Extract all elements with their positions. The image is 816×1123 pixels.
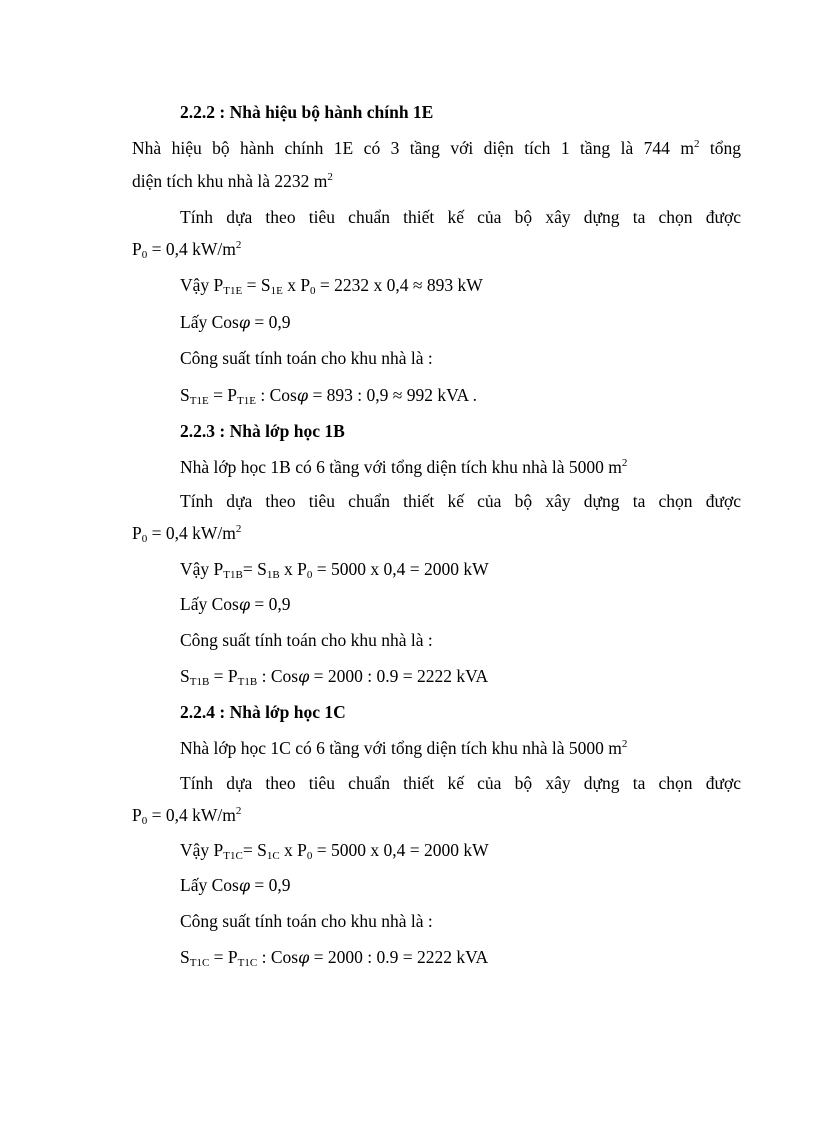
paragraph-1b: Nhà lớp học 1B có 6 tầng với tổng diện tích khu nhà là 5000 $m^2$ bbox=[180, 457, 628, 477]
cos-phi-1e: Lấy Cosφ = 0,9 bbox=[180, 312, 291, 332]
phi-symbol: φ bbox=[296, 386, 309, 405]
cos-phi-1c: Lấy Cosφ = 0,9 bbox=[180, 875, 291, 895]
phi-symbol: φ bbox=[238, 313, 251, 332]
cos-phi-1b: Lấy Cosφ = 0,9 bbox=[180, 594, 291, 614]
formula-p-t1c: Vậy $P_{T1C}= S_{1C}$ x $P_0 = 5000$ x 0,4 = 2000 kW bbox=[180, 840, 489, 862]
section-heading-2-2-3: 2.2.3 : Nhà lớp học 1B bbox=[180, 421, 345, 441]
formula-s-t1e: $S_{T1E} = P_{T1E}$ : Cosφ = 893 : 0,9 ≈ 992 kVA . bbox=[180, 385, 477, 407]
formula-p-t1e: Vậy $P_{T1E} = S_{1E}$ x $P_0 = 2232$ x 0,4 ≈ 893 kW bbox=[180, 275, 483, 297]
power-calc-label-1b: Công suất tính toán cho khu nhà là : bbox=[180, 630, 433, 650]
formula-s-t1c: $S_{T1C} = P_{T1C}$ : Cosφ = 2000 : 0.9 = 2222 kVA bbox=[180, 947, 489, 969]
power-calc-label-1c: Công suất tính toán cho khu nhà là : bbox=[180, 911, 433, 931]
paragraph-1e-line1: Nhà hiệu bộ hành chính 1E có 3 tầng với diện tích 1 tầng là 744 $m^2$ tổng bbox=[132, 138, 741, 158]
paragraph-standard-1e: Tính dựa theo tiêu chuẩn thiết kế của bộ xây dựng ta chọn được bbox=[180, 207, 741, 227]
phi-symbol: φ bbox=[298, 948, 310, 967]
p0-value-1e: $P_0 = 0,4$ $kW/m^2$ bbox=[132, 239, 242, 261]
phi-symbol: φ bbox=[298, 667, 310, 686]
power-calc-label-1e: Công suất tính toán cho khu nhà là : bbox=[180, 348, 433, 368]
paragraph-standard-1c: Tính dựa theo tiêu chuẩn thiết kế của bộ xây dựng ta chọn được bbox=[180, 773, 741, 793]
section-heading-2-2-4: 2.2.4 : Nhà lớp học 1C bbox=[180, 702, 346, 722]
formula-p-t1b: Vậy $P_{T1B}= S_{1B}$ x $P_0 = 5000$ x 0,4 = 2000 kW bbox=[180, 559, 489, 581]
p0-value-1c: $P_0 = 0,4$ $kW/m^2$ bbox=[132, 805, 242, 827]
paragraph-standard-1b: Tính dựa theo tiêu chuẩn thiết kế của bộ xây dựng ta chọn được bbox=[180, 491, 741, 511]
paragraph-1e-line2: diện tích khu nhà là 2232 $m^2$ bbox=[132, 171, 333, 191]
phi-symbol: φ bbox=[238, 876, 251, 895]
section-heading-2-2-2: 2.2.2 : Nhà hiệu bộ hành chính 1E bbox=[180, 102, 434, 122]
paragraph-1c: Nhà lớp học 1C có 6 tầng với tổng diện tích khu nhà là 5000 $m^2$ bbox=[180, 738, 628, 758]
phi-symbol: φ bbox=[238, 595, 251, 614]
p0-value-1b: $P_0 = 0,4$ $kW/m^2$ bbox=[132, 523, 242, 545]
formula-s-t1b: $S_{T1B} = P_{T1B}$ : Cosφ = 2000 : 0.9 = 2222 kVA bbox=[180, 666, 489, 688]
